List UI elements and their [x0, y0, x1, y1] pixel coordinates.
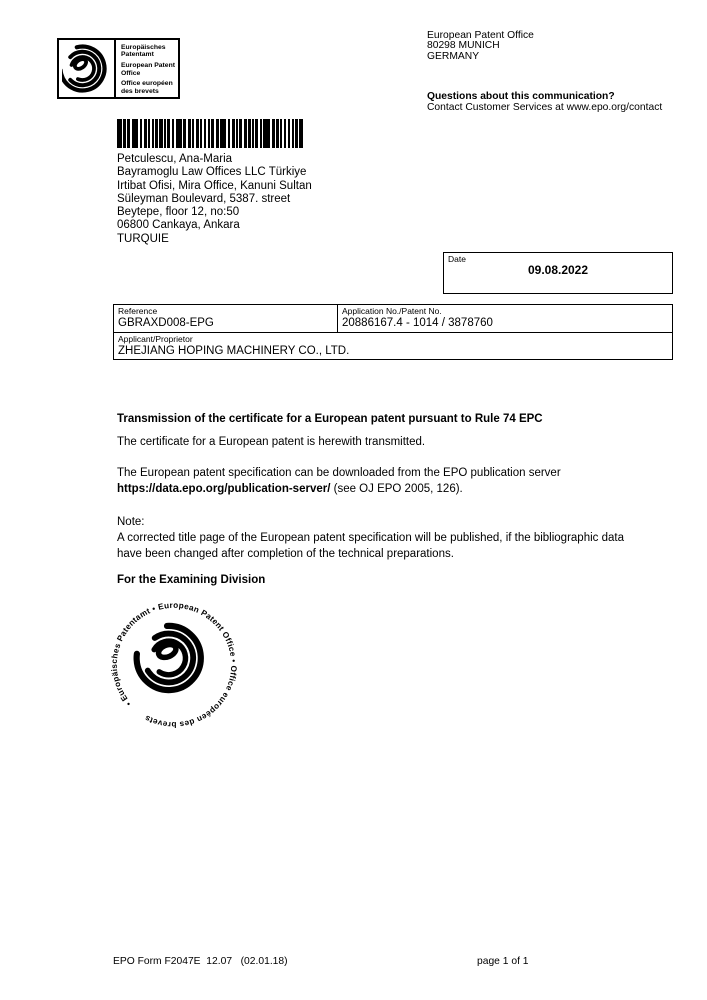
- paragraph-transmitted: The certificate for a European patent is herewith transmitted.: [117, 436, 426, 448]
- recipient-line: Beytepe, floor 12, no:50: [117, 206, 240, 219]
- epo-logo-box: [57, 38, 180, 99]
- reference-value: GBRAXD008-EPG: [118, 316, 214, 329]
- epo-seal: [105, 596, 243, 734]
- note-block: [117, 514, 624, 562]
- applicant-label: Applicant/Proprietor: [118, 334, 193, 344]
- logo-label-en: European Patent Office: [121, 62, 176, 77]
- table-row: [114, 305, 672, 333]
- logo-label-fr: Office européen des brevets: [121, 80, 173, 95]
- questions-title: Questions about this communication?: [427, 91, 615, 102]
- questions-block: [427, 91, 662, 113]
- footer-form-number: EPO Form F2047E 12.07 (02.01.18): [113, 956, 288, 967]
- date-value: 09.08.2022: [527, 263, 589, 277]
- date-box: [443, 252, 673, 294]
- recipient-line: Bayramoglu Law Offices LLC Türkiye: [117, 166, 307, 179]
- reference-cell: [114, 305, 338, 332]
- note-label: Note:: [117, 516, 145, 528]
- recipient-line: Irtibat Ofisi, Mira Office, Kanuni Sultan: [117, 179, 312, 192]
- office-address-line: GERMANY: [427, 50, 480, 62]
- epo-seal-icon: [105, 596, 243, 734]
- reference-label: Reference: [118, 306, 158, 316]
- application-value: 20886167.4 - 1014 / 3878760: [342, 316, 493, 329]
- applicant-value: ZHEJIANG HOPING MACHINERY CO., LTD.: [118, 344, 350, 357]
- questions-contact: Contact Customer Services at www.epo.org/contact: [427, 102, 663, 113]
- publication-server-url: https://data.epo.org/publication-server/: [117, 482, 331, 495]
- examining-division-signature: For the Examining Division: [117, 574, 266, 586]
- epo-logo-icon: [59, 40, 116, 97]
- epo-logo-labels: [116, 40, 178, 97]
- recipient-line: Süleyman Boulevard, 5387. street: [117, 192, 291, 205]
- reference-table: [113, 304, 673, 360]
- seal-ring-text: • Europäisches Patentamt • European Patent Office • Office européen des brevets: [109, 600, 239, 730]
- barcode: [117, 119, 303, 148]
- note-line: have been changed after completion of the technical preparations.: [117, 548, 454, 560]
- recipient-address: [117, 153, 312, 246]
- recipient-line: 06800 Cankaya, Ankara: [117, 219, 240, 232]
- paragraph-download-line1: The European patent specification can be downloaded from the EPO publication server: [117, 467, 561, 479]
- application-cell: [338, 305, 672, 332]
- recipient-line: Petculescu, Ana-Maria: [117, 153, 233, 165]
- paragraph-download: [117, 466, 561, 497]
- date-label: Date: [448, 254, 466, 264]
- logo-label-de: Europäisches Patentamt: [121, 44, 166, 59]
- table-row: [114, 333, 672, 359]
- office-address: [427, 31, 534, 62]
- office-address-line: European Patent Office: [427, 30, 534, 41]
- paragraph-download-rest: (see OJ EPO 2005, 126).: [330, 482, 463, 495]
- office-address-line: 80298 MUNICH: [427, 40, 500, 52]
- svg-text:• Europäisches Patentamt • Eur: [105, 596, 243, 734]
- recipient-line: TURQUIE: [117, 232, 169, 245]
- note-line: A corrected title page of the European patent specification will be published, if the bibliographic data: [117, 532, 624, 544]
- document-title: Transmission of the certificate for a European patent pursuant to Rule 74 EPC: [117, 413, 543, 425]
- footer-page-number: page 1 of 1: [477, 956, 529, 967]
- application-label: Application No./Patent No.: [342, 306, 442, 316]
